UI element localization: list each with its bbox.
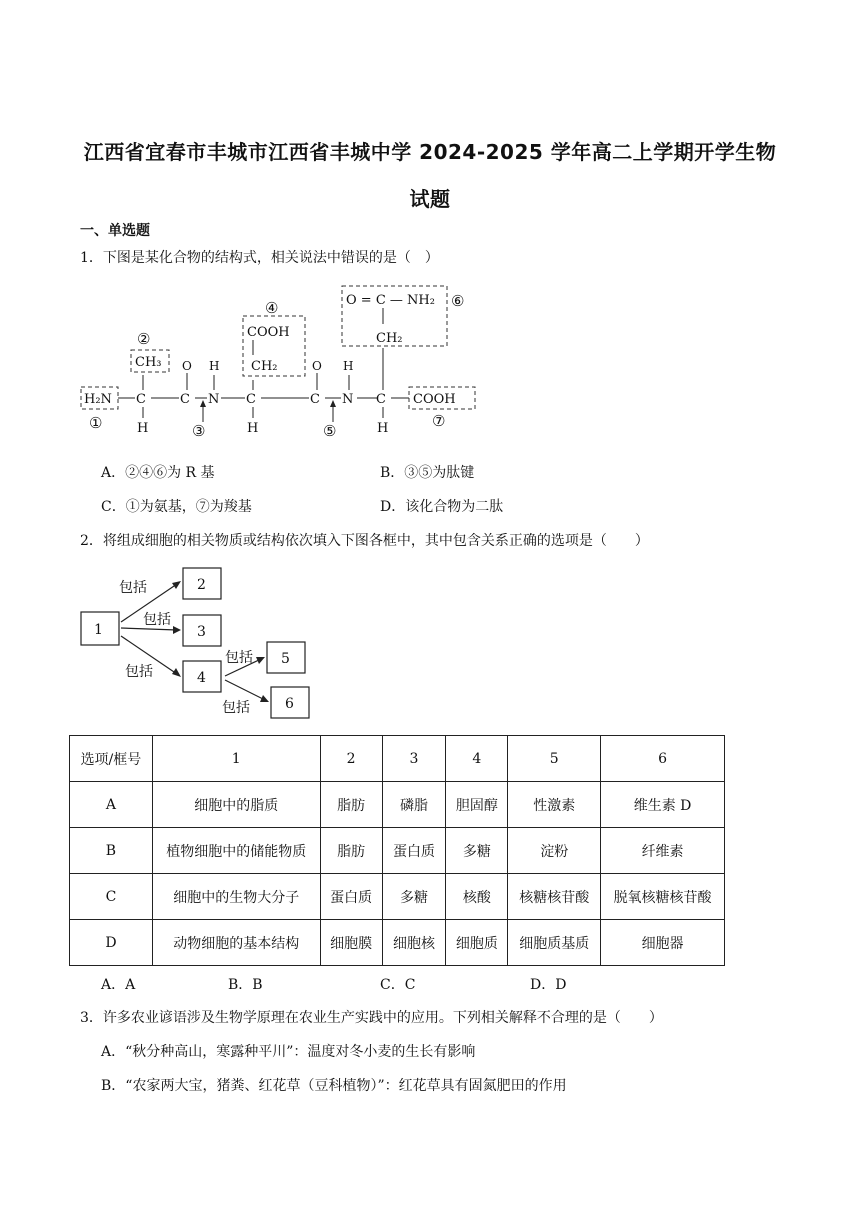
hydrogen-label: H [247, 421, 259, 436]
table-cell: 核酸 [446, 874, 508, 920]
carboxyl-end-label: COOH [413, 392, 456, 407]
hydrogen-label: H [377, 421, 389, 436]
table-cell: 细胞质基质 [508, 920, 601, 966]
carbon-label: C [180, 392, 190, 407]
hydrogen-label: H [343, 359, 354, 373]
carbon-label: C [310, 392, 320, 407]
section-heading: 一、单选题 [80, 223, 150, 239]
table-row [70, 920, 725, 966]
nitrogen-label: N [342, 392, 354, 407]
q1-option-a: A．②④⑥为 R 基 [101, 465, 215, 481]
table-cell: 细胞中的生物大分子 [152, 874, 320, 920]
q3-option-a: A．“秋分种高山，寒露种平川”：温度对冬小麦的生长有影响 [101, 1044, 476, 1060]
table-cell: 胆固醇 [446, 782, 508, 828]
table-cell: 纤维素 [601, 828, 725, 874]
table-cell: 维生素 D [601, 782, 725, 828]
document-title-continued: 试题 [409, 187, 451, 211]
table-header-row [70, 736, 725, 782]
nitrogen-label: N [208, 392, 220, 407]
hydrogen-label: H [137, 421, 149, 436]
table-header-cell: 2 [320, 736, 382, 782]
table-header-cell: 4 [446, 736, 508, 782]
carbon-label: C [136, 392, 146, 407]
edge-label: 包括 [119, 580, 147, 596]
edge-label: 包括 [222, 700, 250, 716]
options-table [69, 735, 725, 966]
table-cell: 蛋白质 [382, 828, 446, 874]
structural-formula-diagram [75, 280, 495, 450]
carbon-label: C [246, 392, 256, 407]
table-cell: 性激素 [508, 782, 601, 828]
mark-5: ⑤ [323, 422, 337, 440]
table-cell: 细胞中的脂质 [152, 782, 320, 828]
table-cell: 细胞质 [446, 920, 508, 966]
box-5-label: 5 [281, 651, 290, 667]
hydrogen-label: H [209, 359, 220, 373]
mark-7: ⑦ [432, 412, 446, 430]
table-cell: 磷脂 [382, 782, 446, 828]
mark-1: ① [89, 414, 103, 432]
box-6-label: 6 [285, 696, 294, 712]
table-row [70, 828, 725, 874]
mark-6: ⑥ [451, 292, 465, 310]
table-cell: B [70, 828, 153, 874]
table-cell: 核糖核苷酸 [508, 874, 601, 920]
carboxyl-r-label: COOH [247, 325, 290, 340]
table-cell: A [70, 782, 153, 828]
question-2-stem: 2．将组成细胞的相关物质或结构依次填入下图各框中，其中包含关系正确的选项是（ ） [80, 533, 649, 549]
carbon-label: C [376, 392, 386, 407]
table-cell: 淀粉 [508, 828, 601, 874]
table-header-cell: 6 [601, 736, 725, 782]
edge-label: 包括 [125, 664, 153, 680]
table-cell: 脂肪 [320, 828, 382, 874]
table-cell: 细胞器 [601, 920, 725, 966]
amide-group-label: O = C — NH₂ [346, 293, 435, 308]
table-cell: 脂肪 [320, 782, 382, 828]
q2-option-b: B．B [228, 977, 263, 993]
box-1-label: 1 [94, 622, 103, 638]
box-4-label: 4 [197, 670, 206, 686]
table-row [70, 874, 725, 920]
table-cell: 动物细胞的基本结构 [152, 920, 320, 966]
q2-option-a: A．A [101, 977, 136, 993]
methyl-label: CH₃ [135, 355, 162, 370]
box-3-label: 3 [197, 624, 206, 640]
question-3-stem: 3．许多农业谚语涉及生物学原理在农业生产实践中的应用。下列相关解释不合理的是（ ） [80, 1010, 663, 1026]
table-cell: 细胞核 [382, 920, 446, 966]
table-cell: 多糖 [382, 874, 446, 920]
edge-label: 包括 [225, 650, 253, 666]
table-header-cell: 选项/框号 [70, 736, 153, 782]
table-cell: 细胞膜 [320, 920, 382, 966]
table-header-cell: 1 [152, 736, 320, 782]
question-1-stem: 1．下图是某化合物的结构式，相关说法中错误的是（ ） [80, 250, 439, 266]
document-title: 江西省宜春市丰城市江西省丰城中学 2024-2025 学年高二上学期开学生物 [83, 140, 777, 164]
table-cell: 脱氧核糖核苷酸 [601, 874, 725, 920]
q3-option-b: B．“农家两大宝，猪粪、红花草（豆科植物）”：红花草具有固氮肥田的作用 [101, 1078, 567, 1094]
mark-3: ③ [192, 422, 206, 440]
table-row [70, 782, 725, 828]
table-cell: C [70, 874, 153, 920]
edge-label: 包括 [143, 612, 171, 628]
table-cell: D [70, 920, 153, 966]
methylene-label: CH₂ [251, 359, 278, 374]
inclusion-diagram [75, 560, 325, 730]
mark-2: ② [137, 330, 151, 348]
q2-option-d: D．D [530, 977, 567, 993]
box-2-label: 2 [197, 577, 206, 593]
table-cell: 多糖 [446, 828, 508, 874]
q2-option-c: C．C [380, 977, 416, 993]
table-header-cell: 5 [508, 736, 601, 782]
q1-option-c: C．①为氨基，⑦为羧基 [101, 499, 252, 515]
q1-option-b: B．③⑤为肽键 [380, 465, 475, 481]
oxygen-label: O [182, 359, 192, 373]
table-cell: 蛋白质 [320, 874, 382, 920]
q1-option-d: D．该化合物为二肽 [380, 499, 504, 515]
mark-4: ④ [265, 299, 279, 317]
oxygen-label: O [312, 359, 322, 373]
methylene-label: CH₂ [376, 331, 403, 346]
table-cell: 植物细胞中的储能物质 [152, 828, 320, 874]
table-header-cell: 3 [382, 736, 446, 782]
amino-group-label: H₂N [84, 392, 112, 407]
